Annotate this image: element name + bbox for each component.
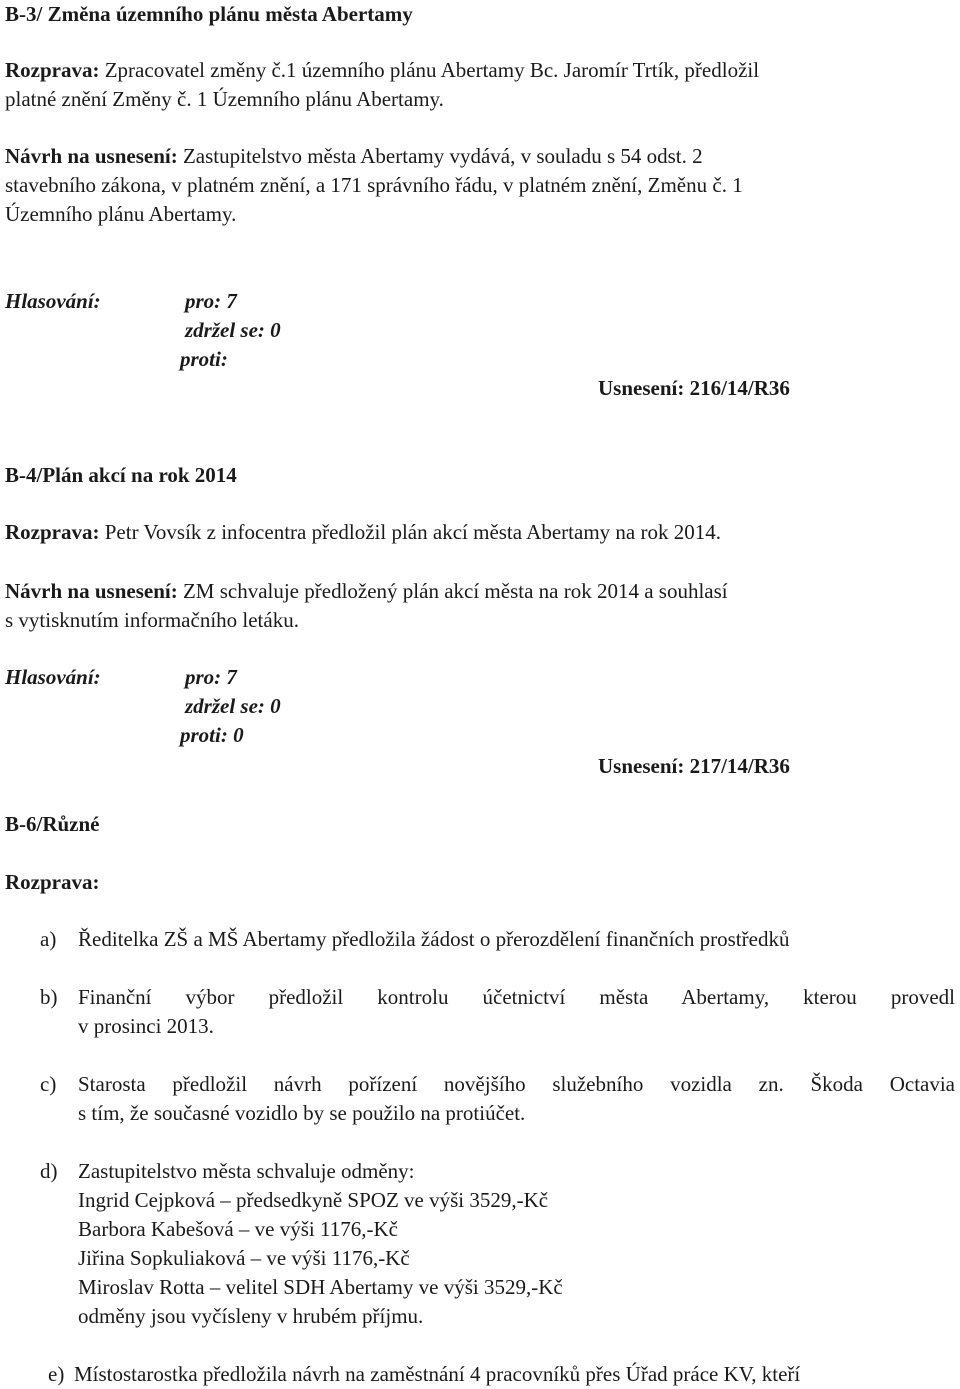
reward-line: Miroslav Rotta – velitel SDH Abertamy ve výši 3529,-Kč — [78, 1275, 563, 1299]
rozprava-label: Rozprava: — [5, 58, 100, 82]
list-item-text: odměny jsou vyčísleny v hrubém příjmu. — [78, 1304, 424, 1328]
rozprava-text: Zpracovatel změny č.1 územního plánu Abertamy Bc. Jaromír Trtík, předložil — [104, 58, 760, 82]
hlasovani-label: Hlasování: — [5, 665, 101, 689]
list-item-text: v prosinci 2013. — [78, 1014, 214, 1038]
b4-navrh-line2: s vytisknutím informačního letáku. — [5, 608, 299, 632]
vote-pro: pro: 7 — [185, 665, 237, 689]
b3-navrh-line2: stavebního zákona, v platném znění, a 171 správního řádu, v platném znění, Změnu č. 1 — [5, 173, 743, 197]
reward-line: Ingrid Cejpková – předsedkyně SPOZ ve výši 3529,-Kč — [78, 1188, 549, 1212]
hlasovani-label: Hlasování: — [5, 289, 101, 313]
b4-navrh-line1 — [5, 577, 728, 606]
list-item-text: Finanční výbor předložil kontrolu účetnictví města Abertamy, kterou provedl — [78, 985, 955, 1009]
b4-rozprava — [5, 518, 721, 547]
b3-navrh-line3: Územního plánu Abertamy. — [5, 202, 237, 226]
list-item-text: Ředitelka ZŠ a MŠ Abertamy předložila žádost o přerozdělení finančních prostředků — [78, 927, 790, 951]
navrh-label: Návrh na usnesení: — [5, 579, 178, 603]
navrh-text: ZM schvaluje předložený plán akcí města na rok 2014 a souhlasí — [182, 579, 728, 603]
list-item-text: Zastupitelstvo města schvaluje odměny: — [78, 1159, 415, 1183]
list-item-marker: c) — [40, 1072, 57, 1096]
section-heading-b6: B-6/Různé — [5, 812, 100, 836]
rozprava-label: Rozprava: — [5, 520, 100, 544]
vote-pro: pro: 7 — [185, 289, 237, 313]
b3-navrh-line1 — [5, 142, 703, 171]
b3-rozprava-line1 — [5, 56, 759, 85]
list-item-marker: e) — [48, 1362, 65, 1386]
section-heading-b3: B-3/ Změna územního plánu města Abertamy — [5, 2, 413, 26]
reward-line: Barbora Kabešová – ve výši 1176,-Kč — [78, 1217, 398, 1241]
list-item-marker: b) — [40, 985, 58, 1009]
vote-proti: proti: 0 — [180, 723, 244, 747]
reward-line: Jiřina Sopkuliaková – ve výši 1176,-Kč — [78, 1246, 410, 1270]
rozprava-text: Petr Vovsík z infocentra předložil plán akcí města Abertamy na rok 2014. — [104, 520, 721, 544]
vote-zdrzel: zdržel se: 0 — [185, 694, 281, 718]
rozprava-label: Rozprava: — [5, 870, 100, 894]
navrh-text: Zastupitelstvo města Abertamy vydává, v souladu s 54 odst. 2 — [182, 144, 703, 168]
list-item-text: s tím, že současné vozidlo by se použilo na protiúčet. — [78, 1101, 526, 1125]
list-item-text: Místostarostka předložila návrh na zaměstnání 4 pracovníků přes Úřad práce KV, kteří — [74, 1362, 801, 1386]
list-item-text: Starosta předložil návrh pořízení novějšího služebního vozidla zn. Škoda Octavia — [78, 1072, 955, 1096]
list-item-marker: d) — [40, 1159, 58, 1183]
list-item-marker: a) — [40, 927, 57, 951]
usneseni-number: Usnesení: 216/14/R36 — [598, 376, 790, 400]
navrh-label: Návrh na usnesení: — [5, 144, 178, 168]
vote-zdrzel: zdržel se: 0 — [185, 318, 281, 342]
section-heading-b4: B-4/Plán akcí na rok 2014 — [5, 463, 237, 487]
b3-rozprava-line2: platné znění Změny č. 1 Územního plánu Abertamy. — [5, 87, 444, 111]
usneseni-number: Usnesení: 217/14/R36 — [598, 754, 790, 778]
vote-proti: proti: — [180, 347, 228, 371]
